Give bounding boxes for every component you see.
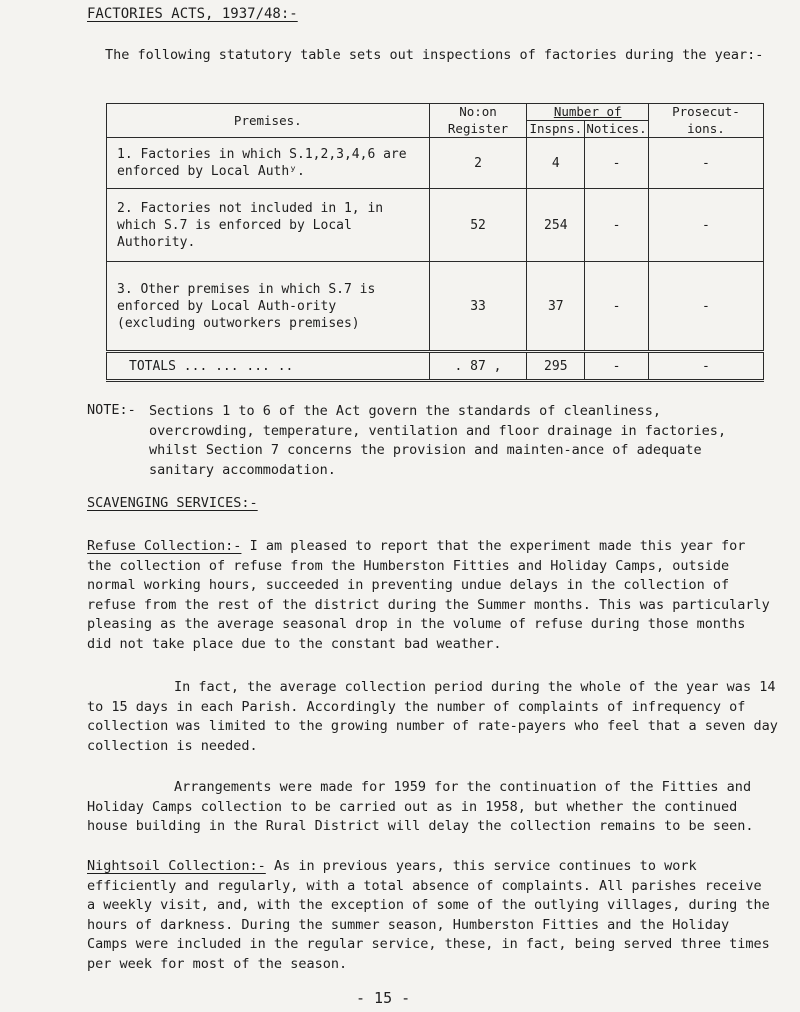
note-text: Sections 1 to 6 of the Act govern the standards of cleanliness, overcrowding, temperature, ventilation and floor drainage in factories, whilst Section 7 concerns the provision and mainten-ance of adequate sanitary accommodation. xyxy=(149,403,727,478)
intro-text: The following statutory table sets out inspections of factories during the year:- xyxy=(105,47,764,63)
row-premises: 1. Factories in which S.1,2,3,4,6 are enforced by Local Authʸ. xyxy=(117,147,407,179)
row-notices: - xyxy=(585,138,649,189)
scavenging-heading: SCAVENGING SERVICES:- xyxy=(87,495,258,511)
nightsoil-paragraph xyxy=(87,857,777,975)
refuse-paragraph xyxy=(87,537,777,655)
row-notices: - xyxy=(585,262,649,352)
row-inspections: 254 xyxy=(527,189,585,262)
row-prosecutions: - xyxy=(648,189,763,262)
table-row xyxy=(107,262,764,352)
row-register: 2 xyxy=(429,138,527,189)
row-inspections: 4 xyxy=(527,138,585,189)
refuse-label: Refuse Collection:- xyxy=(87,538,242,554)
nightsoil-label: Nightsoil Collection:- xyxy=(87,858,266,874)
refuse-paragraph-2: In fact, the average collection period during the whole of the year was 14 to 15 days in each Parish. Accordingly the number of complaints of infrequency of collection was limited to the growing number of rate-payers who feel that a seven day collection is needed. xyxy=(87,679,778,754)
table-row xyxy=(107,189,764,262)
totals-row xyxy=(107,352,764,381)
header-number-of: Number of xyxy=(527,104,648,121)
nightsoil-text: As in previous years, this service continues to work efficiently and regularly, with a total absence of complaints. All parishes receive a weekly visit, and, with the exception of some of the outlying villages, during the hours of darkness. During the summer season, Humberston Fitties and the Holiday Camps were included in the regular service, these, in fact, being served three times per week for most of the season. xyxy=(87,858,770,972)
totals-label: TOTALS ... ... ... .. xyxy=(107,352,430,381)
header-prosecutions-line1: Prosecut- xyxy=(648,104,763,121)
row-prosecutions: - xyxy=(648,138,763,189)
table-row xyxy=(107,138,764,189)
row-premises: 2. Factories not included in 1, in which S.7 is enforced by Local Authority. xyxy=(117,200,384,250)
refuse-paragraph-3: Arrangements were made for 1959 for the continuation of the Fitties and Holiday Camps collection to be carried out as in 1958, but whether the continued house building in the Rural District will delay the collection remains to be seen. xyxy=(87,779,754,835)
note-label: NOTE:- xyxy=(87,402,136,418)
header-premises: Premises. xyxy=(107,104,430,138)
header-register-line1: No:on xyxy=(429,104,527,121)
header-notices: Notices. xyxy=(586,121,647,136)
totals-inspections: 295 xyxy=(527,352,585,381)
row-register: 52 xyxy=(429,189,527,262)
row-register: 33 xyxy=(429,262,527,352)
totals-prosecutions: - xyxy=(648,352,763,381)
inspections-table xyxy=(106,103,764,382)
header-prosecutions-line2: ions. xyxy=(648,121,763,138)
header-register-line2: Register xyxy=(429,121,527,138)
row-prosecutions: - xyxy=(648,262,763,352)
row-premises: 3. Other premises in which S.7 is enforced by Local Auth-ority (excluding outworkers premises) xyxy=(117,281,376,331)
totals-register: . 87 , xyxy=(429,352,527,381)
header-inspections: Inspns. xyxy=(527,121,585,138)
totals-notices: - xyxy=(585,352,649,381)
row-notices: - xyxy=(585,189,649,262)
refuse-text: I am pleased to report that the experiment made this year for the collection of refuse from the Humberston Fitties and Holiday Camps, outside normal working hours, succeeded in preventing undue delays in the collection of refuse from the rest of the district during the Summer months. This was particularly pleasing as the average seasonal drop in the volume of refuse during those months did not take place due to the constant bad weather. xyxy=(87,538,770,652)
row-inspections: 37 xyxy=(527,262,585,352)
page-number: - 15 - xyxy=(356,989,411,1007)
page-heading: FACTORIES ACTS, 1937/48:- xyxy=(87,6,298,22)
